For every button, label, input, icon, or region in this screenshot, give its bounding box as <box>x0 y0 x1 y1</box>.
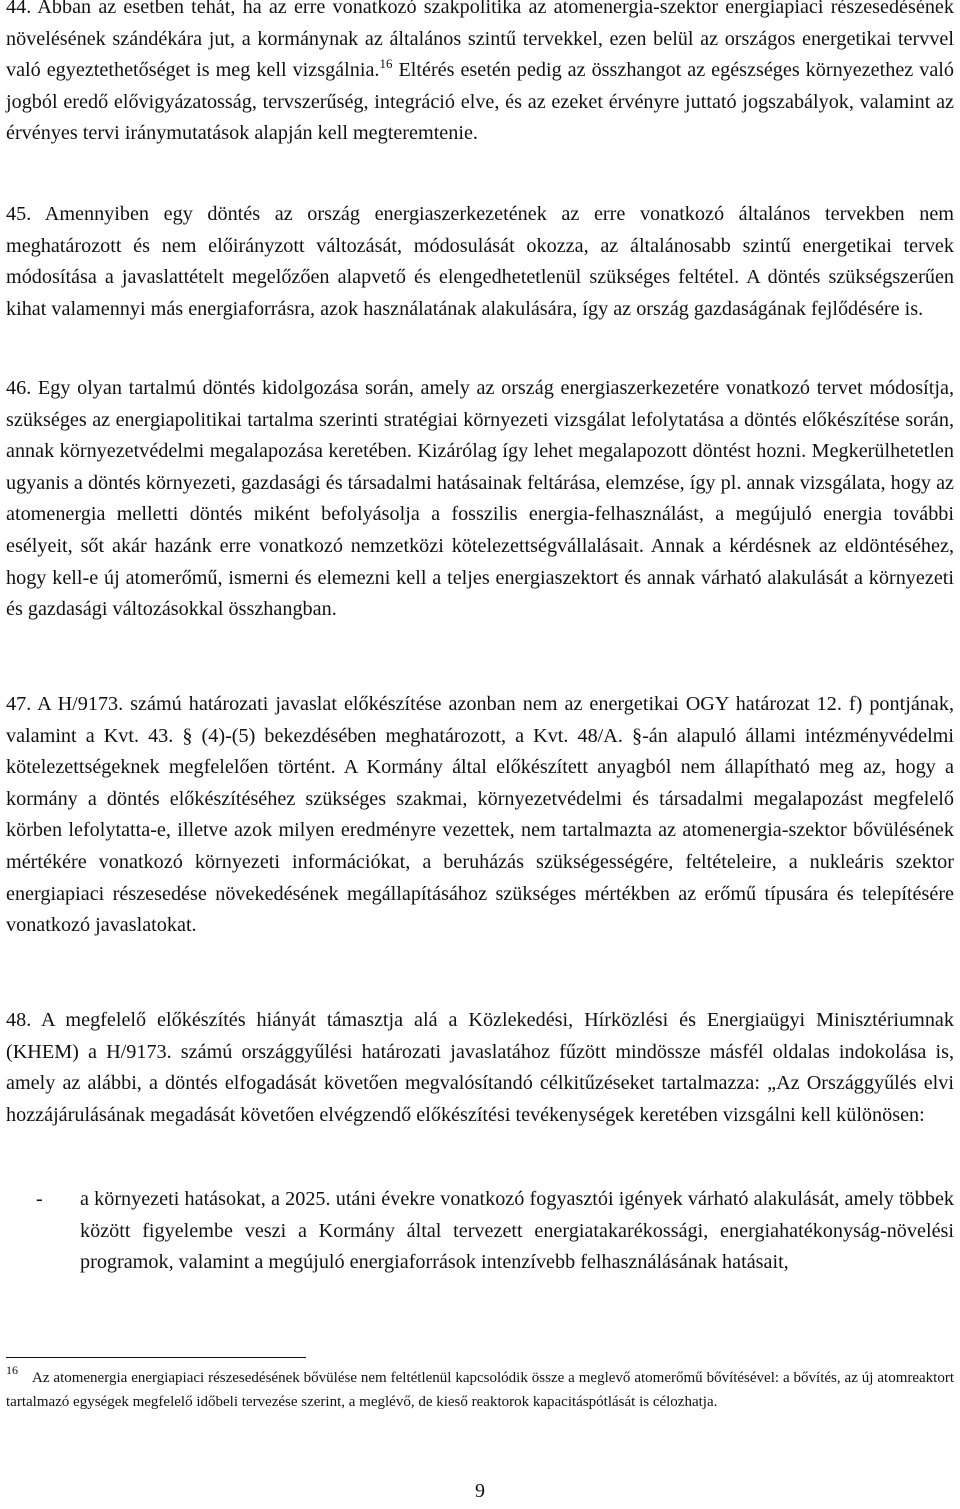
paragraph-44-text-a: 44. Abban az esetben tehát, ha az erre vonatkozó szakpolitika az atomenergia-szektor energiapiaci részesedésének növelésének szándékára jut, a kormánynak az általános szintű tervekkel, ezen belül az országos energetikai tervvel való egyeztethetőséget is meg kell vizsgálnia. <box>6 0 954 82</box>
list-item-text: a környezeti hatásokat, a 2025. utáni évekre vonatkozó fogyasztói igények várható alakulását, amely többek között figyelembe veszi a Kormány által tervezett energiatakarékossági, energiahatékonyság-növelési programok, valamint a megújuló energiaforrások intenzívebb felhasználásának hatásait, <box>80 1188 954 1274</box>
paragraph-46: 46. Egy olyan tartalmú döntés kidolgozása során, amely az ország energiaszerkezetére vonatkozó tervet módosítja, szükséges az energiapolitikai tartalma szerinti stratégiai környezeti vizsgálat lefolytatása a döntés előkészítése során, annak környezetvédelmi megalapozása keretében. Kizárólag így lehet megalapozott döntést hozni. Megkerülhetetlen ugyanis a döntés környezeti, gazdasági és társadalmi hatásainak feltárása, elemzése, így pl. annak vizsgálata, hogy az atomenergia melletti döntés miként befolyásolja a fosszilis energia-felhasználást, a megújuló energia további esélyeit, sőt akár hazánk erre vonatkozó nemzetközi kötelezettségvállalásait. Annak a kérdésnek az eldöntéséhez, hogy kell-e új atomerőmű, ismerni és elemezni kell a teljes energiaszektort és annak várható alakulását a környezeti és gazdasági változásokkal összhangban. <box>6 377 954 621</box>
page-number: 9 <box>475 1480 485 1502</box>
paragraph-47: 47. A H/9173. számú határozati javaslat előkészítése azonban nem az energetikai OGY határozat 12. f) pontjának, valamint a Kvt. 43. § (4)-(5) bekezdésében meghatározott, a Kvt. 48/A. §-án alapuló állami intézményvédelmi kötelezettségeknek megfelelően történt. A Kormány által előkészített anyagból nem állapítható meg az, hogy a kormány a döntés előkészítéséhez szükséges szakmai, környezetvédelmi és társadalmi megalapozást megfelelő körben lefolytatta-e, illetve azok milyen eredményre vezettek, nem tartalmazta az atomenergia-szektor bővülésének mértékére vonatkozó környezeti információkat, a beruházás szükségességére, feltételeire, a nukleáris szektor energiapiaci részesedése növekedésének megállapításához szükséges mértékben az erőmű típusára és telepítésére vonatkozó javaslatokat. <box>6 693 954 937</box>
paragraph-44-text-b: Eltérés esetén pedig az összhangot az egészséges környezethez való jogból eredő elővigyázatosság, tervszerűség, integráció elve, és az ezeket érvényre juttató jogszabályok, valamint az érvényes tervi iránymutatások alapján kell megteremtenie. <box>6 59 954 145</box>
paragraph-45: 45. Amennyiben egy döntés az ország energiaszerkezetének az erre vonatkozó általános tervekben nem meghatározott és nem előirányzott változását, módosulását okozza, az általánosabb szintű energetikai tervek módosítása a javaslattételt megelőzően alapvető és elengedhetetlenül szükséges feltétel. A döntés szükségszerűen kihat valamennyi más energiaforrásra, azok használatának alakulására, így az ország gazdaságának fejlődésére is. <box>6 203 954 320</box>
footnote-separator <box>6 1357 306 1358</box>
footnote-reference-16[interactable]: 16 <box>379 56 393 72</box>
paragraph-44 <box>6 0 954 150</box>
bullet-list <box>6 1184 954 1279</box>
footnote-text: Az atomenergia energiapiaci részesedésének bővülése nem feltétlenül kapcsolódik össze a meglevő atomerőmű bővítésével: a bővítés, az új atomreaktort tartalmazó egységek megfelelő időbeli tervezése szerint, a meglévő, de kieső reaktorok kapacitáspótlását is célozhatja. <box>6 1370 954 1410</box>
list-item <box>6 1184 954 1279</box>
paragraph-48: 48. A megfelelő előkészítés hiányát támasztja alá a Közlekedési, Hírközlési és Energiaügyi Minisztériumnak (KHEM) a H/9173. számú országgyűlési határozati javaslatához fűzött mindössze másfél oldalas indokolása is, amely az alábbi, a döntés elfogadását követően megvalósítandó célkitűzéseket tartalmazza: „Az Országgyűlés elvi hozzájárulásának megadását követően elvégzendő előkészítési tevékenységek keretében vizsgálni kell különösen: <box>6 1009 954 1126</box>
footnote-number: 16 <box>6 1363 18 1377</box>
footnote-16 <box>6 1363 954 1414</box>
dash-bullet: - <box>36 1188 43 1210</box>
